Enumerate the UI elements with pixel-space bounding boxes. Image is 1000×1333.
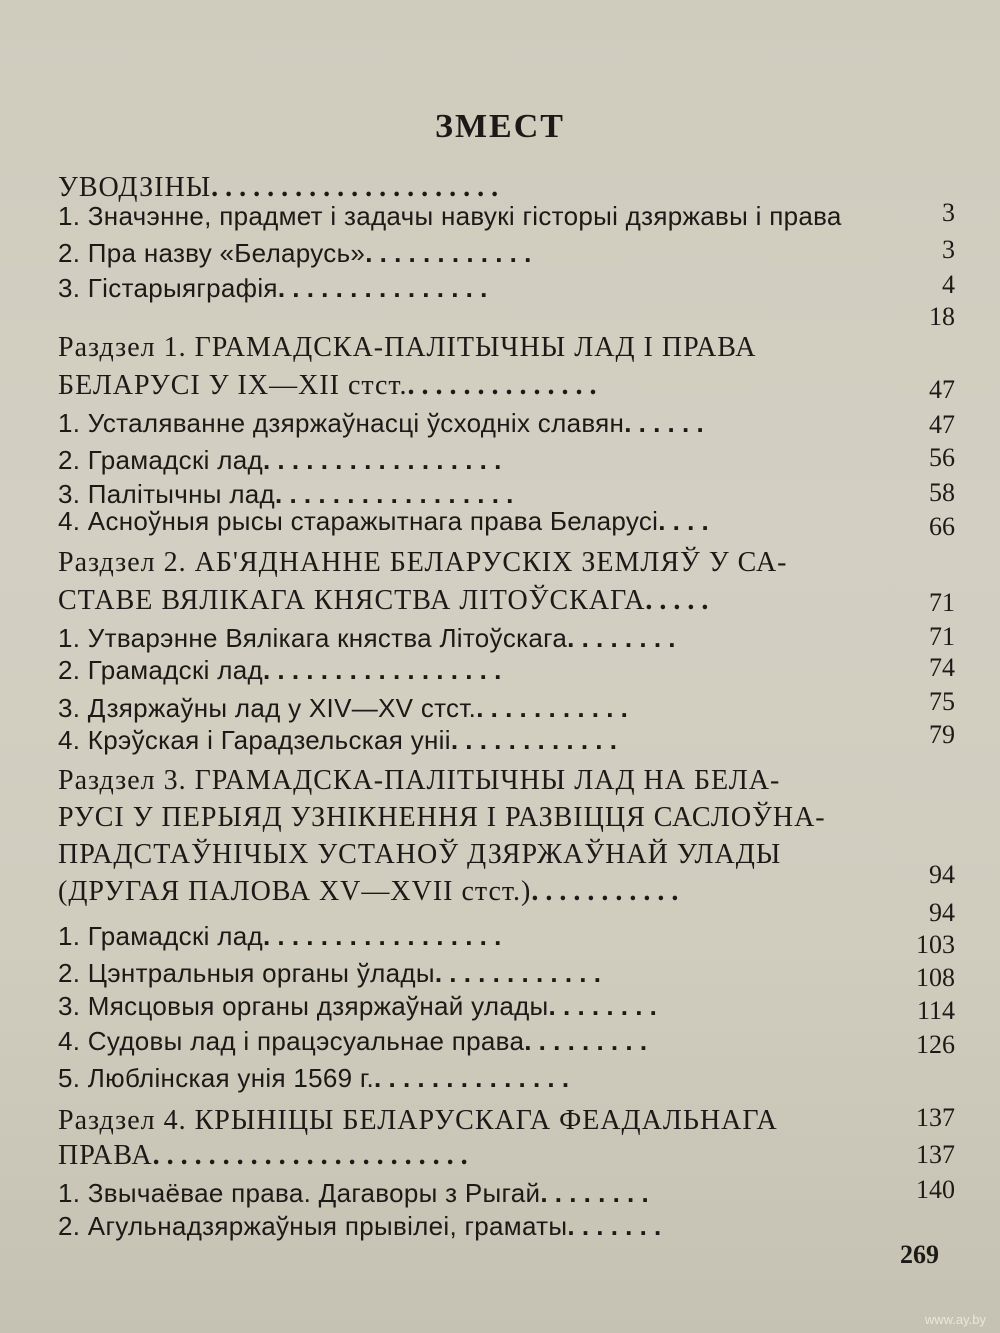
page-number: 18 xyxy=(929,302,955,331)
page-number: 66 xyxy=(929,512,955,541)
toc-line xyxy=(58,652,898,688)
page-number: 126 xyxy=(916,1030,955,1059)
page-number: 4 xyxy=(942,270,955,299)
toc-line xyxy=(58,1023,898,1059)
toc-line xyxy=(58,837,898,873)
toc-line-text: УВОДЗІНЫ xyxy=(58,172,212,203)
toc-line xyxy=(58,1103,898,1139)
folio-number: 269 xyxy=(900,1240,939,1269)
page-number: 94 xyxy=(929,860,955,889)
dot-leader: . . . . . . . . . . . . xyxy=(434,958,601,988)
dot-leader: . . . . . . xyxy=(624,408,704,438)
toc-line-text: 1. Утварэнне Вялікага княства Літоўскага xyxy=(58,623,568,653)
toc-line xyxy=(58,198,898,234)
page-number: 56 xyxy=(929,443,955,472)
page-number: 3 xyxy=(942,198,955,227)
toc-line-text: 3. Гістарыяграфія xyxy=(58,273,278,303)
dot-leader: . . . . . . . xyxy=(567,1211,662,1241)
dot-leader: . . . . . . . . . . . . . . . . . xyxy=(275,479,514,509)
dot-leader: . . . . . . . . . . . . . . . . . xyxy=(262,921,502,951)
toc-line xyxy=(58,722,898,758)
dot-leader: . . . . . . . . . . . . xyxy=(365,238,532,268)
toc-line xyxy=(58,545,898,581)
toc-line-text: 4. Асноўныя рысы старажытнага права Беларусі xyxy=(58,506,659,536)
dot-leader: . . . . . . . . xyxy=(567,623,676,653)
toc-line xyxy=(58,763,898,799)
dot-leader: . . . . . . . . . . . . . . . . . xyxy=(262,445,502,475)
toc-line-text: 2. Агульнадзяржаўныя прывілеі, граматы xyxy=(58,1211,568,1241)
toc-line xyxy=(58,270,898,306)
page-number: 75 xyxy=(929,687,955,716)
dot-leader: . . . . . . . . . . . xyxy=(476,693,628,723)
dot-leader: . . . . . xyxy=(645,585,709,616)
toc-line xyxy=(58,235,898,271)
dot-leader: . . . . . . . . xyxy=(548,991,657,1021)
toc-line xyxy=(58,1175,898,1211)
toc-line-text: 2. Пра назву «Беларусь» xyxy=(58,238,366,268)
toc-line-text: 2. Грамадскі лад xyxy=(58,445,263,475)
toc-line-text: 4. Судовы лад і працэсуальнае права xyxy=(58,1026,525,1056)
toc-line xyxy=(58,405,898,441)
toc-line-text: БЕЛАРУСІ У IX—XII стст. xyxy=(58,370,408,401)
dot-leader: . . . . xyxy=(658,506,709,536)
toc-line xyxy=(58,503,898,539)
toc-line-text: (ДРУГАЯ ПАЛОВА XV—XVII стст.) xyxy=(58,876,532,907)
dot-leader: . . . . . . . . . . . . . . . . . xyxy=(262,655,502,685)
page-number: 137 xyxy=(916,1103,955,1132)
page-number: 140 xyxy=(916,1175,955,1204)
page-number: 74 xyxy=(929,653,955,682)
page-number: 103 xyxy=(916,930,955,959)
toc-line-text: 1. Усталяванне дзяржаўнасці ўсходніх славян xyxy=(58,408,625,438)
toc-line-text: 4. Крэўская і Гарадзельская уніі xyxy=(58,725,451,755)
page-number: 47 xyxy=(929,410,955,439)
dot-leader: . . . . . . . . . . . . . . . . . . . . . . . xyxy=(152,1140,468,1171)
toc-line xyxy=(58,874,898,910)
toc-line-text: Раздзел 2. АБ'ЯДНАННЕ БЕЛАРУСКІХ ЗЕМЛЯЎ У СА- xyxy=(58,547,788,578)
toc-line xyxy=(58,1060,898,1096)
page-number: 94 xyxy=(929,898,955,927)
page-number: 3 xyxy=(942,235,955,264)
toc-line-text: 3. Дзяржаўны лад у XIV—XV стст. xyxy=(58,693,477,723)
toc-line xyxy=(58,1208,898,1244)
toc-line xyxy=(58,442,898,478)
toc-line-text: 1. Звычаёвае права. Дагаворы з Рыгай xyxy=(58,1178,541,1208)
toc-line-text: 3. Мясцовыя органы дзяржаўнай улады xyxy=(58,991,549,1021)
toc-line-text: РУСІ У ПЕРЫЯД УЗНІКНЕННЯ І РАЗВІЦЦЯ САСЛОЎНА- xyxy=(58,802,826,833)
toc-line-text: ПРАВА xyxy=(58,1140,153,1171)
toc-line xyxy=(58,988,898,1024)
page-number: 137 xyxy=(916,1140,955,1169)
page-title: ЗМЕСТ xyxy=(435,108,565,145)
toc-line-text: 1. Значэнне, прадмет і задачы навукі гісторыі дзяржавы і права xyxy=(58,201,842,231)
page-number: 58 xyxy=(929,478,955,507)
toc-line-text: 2. Цэнтральныя органы ўлады xyxy=(58,958,435,988)
toc-line-text: СТАВЕ ВЯЛІКАГА КНЯСТВА ЛІТОЎСКАГА xyxy=(58,585,646,616)
dot-leader: . . . . . . . . . . . . . . . xyxy=(277,273,488,303)
toc-line xyxy=(58,690,898,726)
dot-leader: . . . . . . . . xyxy=(540,1178,649,1208)
watermark: www.ay.by xyxy=(924,1312,986,1327)
toc-line-text: Раздзел 4. КРЫНІЦЫ БЕЛАРУСКАГА ФЕАДАЛЬНАГА xyxy=(58,1105,778,1136)
page-number: 71 xyxy=(929,588,955,617)
toc-line xyxy=(58,620,898,656)
toc-line xyxy=(58,330,898,366)
toc-line-text: 3. Палітычны лад xyxy=(58,479,276,509)
toc-line-text: 5. Люблінская унія 1569 г. xyxy=(58,1063,375,1093)
page-number: 108 xyxy=(916,963,955,992)
toc-line-text: Раздзел 3. ГРАМАДСКА-ПАЛІТЫЧНЫ ЛАД НА БЕЛА- xyxy=(58,765,781,796)
dot-leader: . . . . . . . . . . . . . . xyxy=(407,370,597,401)
page-number: 114 xyxy=(916,996,955,1025)
toc-line-text: 1. Грамадскі лад xyxy=(58,921,263,951)
dot-leader: . . . . . . . . . xyxy=(524,1026,648,1056)
dot-leader: . . . . . . . . . . . xyxy=(531,876,679,907)
toc-line xyxy=(58,918,898,954)
page-number: 71 xyxy=(929,622,955,651)
page-number: 79 xyxy=(929,720,955,749)
toc-line-text: 2. Грамадскі лад xyxy=(58,655,263,685)
dot-leader: . . . . . . . . . . . . xyxy=(450,725,617,755)
toc-line xyxy=(58,1138,898,1174)
toc-line xyxy=(58,583,898,619)
toc-line-text: ПРАДСТАЎНІЧЫХ УСТАНОЎ ДЗЯРЖАЎНАЙ УЛАДЫ xyxy=(58,839,782,870)
dot-leader: . . . . . . . . . . . . . . . . . . . . . xyxy=(211,172,499,203)
toc-line xyxy=(58,800,898,836)
toc-line-text: Раздзел 1. ГРАМАДСКА-ПАЛІТЫЧНЫ ЛАД І ПРАВА xyxy=(58,332,757,363)
page-number: 47 xyxy=(929,375,955,404)
dot-leader: . . . . . . . . . . . . . . xyxy=(374,1063,570,1093)
toc-line xyxy=(58,368,898,404)
toc-line xyxy=(58,955,898,991)
